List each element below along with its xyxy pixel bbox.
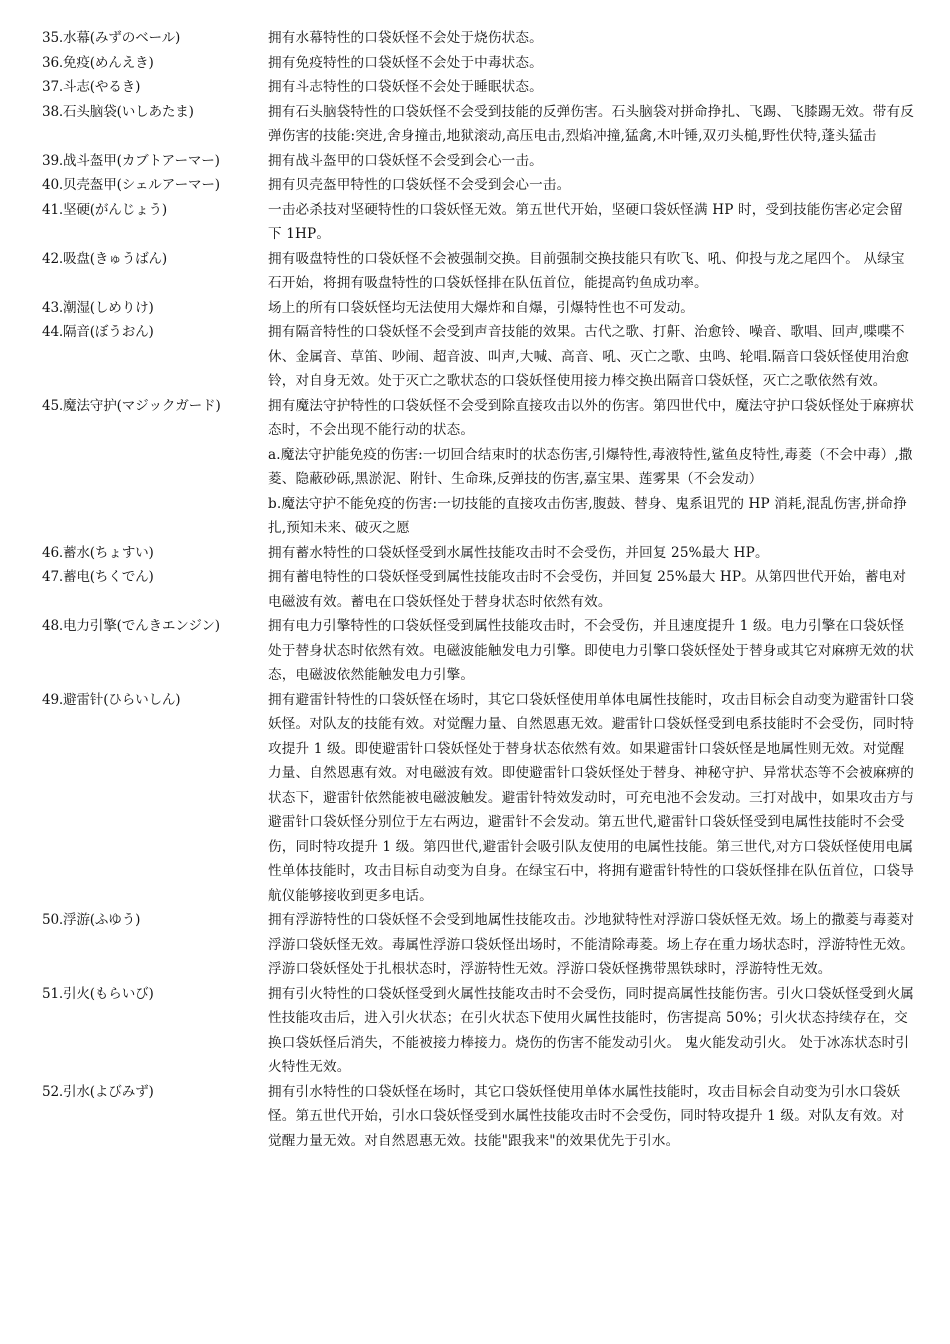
ability-entry (42, 394, 916, 541)
ability-description (268, 908, 916, 982)
description-paragraph: 拥有蓄水特性的口袋妖怪受到水属性技能攻击时不会受伤，并回复 25%最大 HP。 (268, 544, 769, 561)
ability-name: 41.坚硬(がんじょう) (42, 201, 167, 218)
ability-entry (42, 688, 916, 909)
description-paragraph: 拥有魔法守护特性的口袋妖怪不会受到除直接攻击以外的伤害。第四世代中，魔法守护口袋妖怪处于麻痹状态时，不会出现不能行动的状态。 (268, 397, 914, 438)
ability-name: 48.电力引擎(でんきエンジン) (42, 618, 220, 634)
ability-list (42, 26, 916, 1153)
ability-entry (42, 541, 916, 566)
description-paragraph: 拥有水幕特性的口袋妖怪不会处于烧伤状态。 (268, 30, 543, 46)
description-paragraph: 拥有免疫特性的口袋妖怪不会处于中毒状态。 (268, 54, 543, 71)
ability-name: 44.隔音(ぼうおん) (42, 324, 154, 340)
ability-description (268, 320, 916, 394)
description-paragraph: 拥有斗志特性的口袋妖怪不会处于睡眠状态。 (268, 79, 543, 95)
ability-name: 47.蓄电(ちくでん) (42, 569, 154, 585)
ability-entry (42, 247, 916, 296)
description-paragraph: 拥有贝壳盔甲特性的口袋妖怪不会受到会心一击。 (268, 177, 571, 193)
ability-entry (42, 149, 916, 174)
ability-entry (42, 296, 916, 321)
ability-entry (42, 198, 916, 247)
ability-description (268, 198, 916, 247)
ability-name: 50.浮游(ふゆう) (42, 912, 141, 928)
ability-name: 46.蓄水(ちょすい) (42, 544, 154, 561)
description-paragraph: 拥有石头脑袋特性的口袋妖怪不会受到技能的反弹伤害。石头脑袋对拼命挣扎、飞踢、飞膝踢无效。带有反弹伤害的技能:突进,舍身撞击,地狱滚动,高压电击,烈焰冲撞,猛禽,木叶锤,双刃头槌,野性伏特,蓬头猛击 (268, 103, 914, 144)
ability-description (268, 51, 916, 76)
ability-name: 36.免疫(めんえき) (42, 54, 154, 71)
ability-description (268, 541, 916, 566)
ability-description (268, 688, 916, 909)
ability-entry (42, 100, 916, 149)
description-paragraph: 拥有避雷针特性的口袋妖怪在场时，其它口袋妖怪使用单体电属性技能时，攻击目标会自动变为避雷针口袋妖怪。对队友的技能有效。对觉醒力量、自然恩惠无效。避雷针口袋妖怪受到电系技能时不会受伤，同时特攻提升 1 级。即使避雷针口袋妖怪处于替身状态依然有效。如果避雷针口袋妖怪是地属性则无效。对觉醒力量、自然恩惠有效。对电磁波有效。即使避雷针口袋妖怪处于替身、神秘守护、异常状态等不会被麻痹的状态下，避雷针依然能被电磁波触发。避雷针特效发动时，可充电池不会发动。三打对战中，如果攻击方与避雷针口袋妖怪分别位于左右两边，避雷针不会发动。第五世代,避雷针口袋妖怪受到电属性技能时不会受伤，同时特攻提升 1 级。第四世代,避雷针会吸引队友使用的电属性技能。第三世代,对方口袋妖怪使用电属性单体技能时，攻击目标自动变为自身。在绿宝石中，将拥有避雷针特性的口袋妖怪排在队伍首位，口袋导航仪能够接收到更多电话。 (268, 691, 914, 904)
ability-description (268, 394, 916, 541)
ability-description (268, 565, 916, 614)
ability-name: 42.吸盘(きゅうばん) (42, 250, 167, 267)
description-paragraph: 拥有电力引擎特性的口袋妖怪受到属性技能攻击时，不会受伤，并且速度提升 1 级。电力引擎在口袋妖怪处于替身状态时依然有效。电磁波能触发电力引擎。即使电力引擎口袋妖怪处于替身或其它对麻痹无效的状态，电磁波依然能触发电力引擎。 (268, 618, 914, 683)
description-paragraph: 拥有蓄电特性的口袋妖怪受到属性技能攻击时不会受伤，并回复 25%最大 HP。从第四世代开始，蓄电对电磁波有效。蓄电在口袋妖怪处于替身状态时依然有效。 (268, 569, 907, 610)
ability-description (268, 614, 916, 688)
ability-description (268, 149, 916, 174)
ability-entry (42, 565, 916, 614)
ability-entry (42, 26, 916, 51)
description-paragraph: 一击必杀技对坚硬特性的口袋妖怪无效。第五世代开始，坚硬口袋妖怪满 HP 时，受到技能伤害必定会留下 1HP。 (268, 201, 903, 242)
ability-name: 37.斗志(やるき) (42, 79, 141, 95)
ability-entry (42, 173, 916, 198)
ability-name: 43.潮湿(しめりけ) (42, 299, 154, 316)
ability-entry (42, 1080, 916, 1154)
ability-name: 38.石头脑袋(いしあたま) (42, 103, 194, 120)
ability-description (268, 247, 916, 296)
ability-name: 40.贝壳盔甲(シェルアーマー) (42, 177, 220, 193)
ability-description (268, 296, 916, 321)
description-paragraph: b.魔法守护不能免疫的伤害:一切技能的直接攻击伤害,腹鼓、替身、鬼系诅咒的 HP 消耗,混乱伤害,拼命挣扎,预知未来、破灭之愿 (268, 495, 907, 536)
description-paragraph: 拥有引水特性的口袋妖怪在场时，其它口袋妖怪使用单体水属性技能时，攻击目标会自动变为引水口袋妖怪。第五世代开始，引水口袋妖怪受到水属性技能攻击时不会受伤，同时特攻提升 1 级。对队友有效。对觉醒力量无效。对自然恩惠无效。技能"跟我来"的效果优先于引水。 (268, 1083, 905, 1149)
description-paragraph: 场上的所有口袋妖怪均无法使用大爆炸和自爆，引爆特性也不可发动。 (268, 299, 695, 316)
ability-name: 39.战斗盔甲(カブトアーマー) (42, 152, 220, 169)
description-paragraph: 拥有浮游特性的口袋妖怪不会受到地属性技能攻击。沙地狱特性对浮游口袋妖怪无效。场上的撒菱与毒菱对浮游口袋妖怪无效。毒属性浮游口袋妖怪出场时，不能清除毒菱。场上存在重力场状态时，浮游特性无效。浮游口袋妖怪处于扎根状态时，浮游特性无效。浮游口袋妖怪携带黑铁球时，浮游特性无效。 (268, 912, 914, 977)
ability-entry (42, 51, 916, 76)
ability-name: 45.魔法守护(マジックガード) (42, 397, 221, 414)
ability-description (268, 26, 916, 51)
ability-entry (42, 982, 916, 1080)
description-paragraph: 拥有吸盘特性的口袋妖怪不会被强制交换。目前强制交换技能只有吹飞、吼、仰投与龙之尾四个。 从绿宝石开始，将拥有吸盘特性的口袋妖怪排在队伍首位，能提高钓鱼成功率。 (268, 250, 905, 291)
description-paragraph: a.魔法守护能免疫的伤害:一切回合结束时的状态伤害,引爆特性,毒液特性,鲨鱼皮特性,毒菱（不会中毒）,撒菱、隐蔽砂砾,黑淤泥、附针、生命珠,反弹技的伤害,嘉宝果、莲雾果（不会发动） (268, 446, 913, 487)
ability-description (268, 100, 916, 149)
ability-name: 52.引水(よびみず) (42, 1083, 154, 1100)
ability-entry (42, 75, 916, 100)
ability-description (268, 75, 916, 100)
ability-name: 49.避雷针(ひらいしん) (42, 691, 181, 708)
description-paragraph: 拥有战斗盔甲的口袋妖怪不会受到会心一击。 (268, 152, 543, 169)
ability-entry (42, 908, 916, 982)
ability-description (268, 173, 916, 198)
ability-description (268, 1080, 916, 1154)
ability-name: 51.引火(もらいび) (42, 985, 154, 1002)
ability-entry (42, 614, 916, 688)
ability-entry (42, 320, 916, 394)
ability-name: 35.水幕(みずのベール) (42, 30, 181, 46)
description-paragraph: 拥有隔音特性的口袋妖怪不会受到声音技能的效果。古代之歌、打鼾、治愈铃、噪音、歌唱、回声,喋喋不休、金属音、草笛、吵闹、超音波、叫声,大喊、高音、吼、灭亡之歌、虫鸣、轮唱.隔音口袋妖怪使用治愈铃，对自身无效。处于灭亡之歌状态的口袋妖怪使用接力棒交换出隔音口袋妖怪，灭亡之歌依然有效。 (268, 324, 910, 389)
ability-description (268, 982, 916, 1080)
description-paragraph: 拥有引火特性的口袋妖怪受到火属性技能攻击时不会受伤，同时提高属性技能伤害。引火口袋妖怪受到火属性技能攻击后，进入引火状态；在引火状态下使用火属性技能时，伤害提高 50%；引火状态持续存在，交换口袋妖怪后消失，不能被接力棒接力。烧伤的伤害不能发动引火。 鬼火能发动引火。 处于冰冻状态时引火特性无效。 (268, 985, 914, 1075)
